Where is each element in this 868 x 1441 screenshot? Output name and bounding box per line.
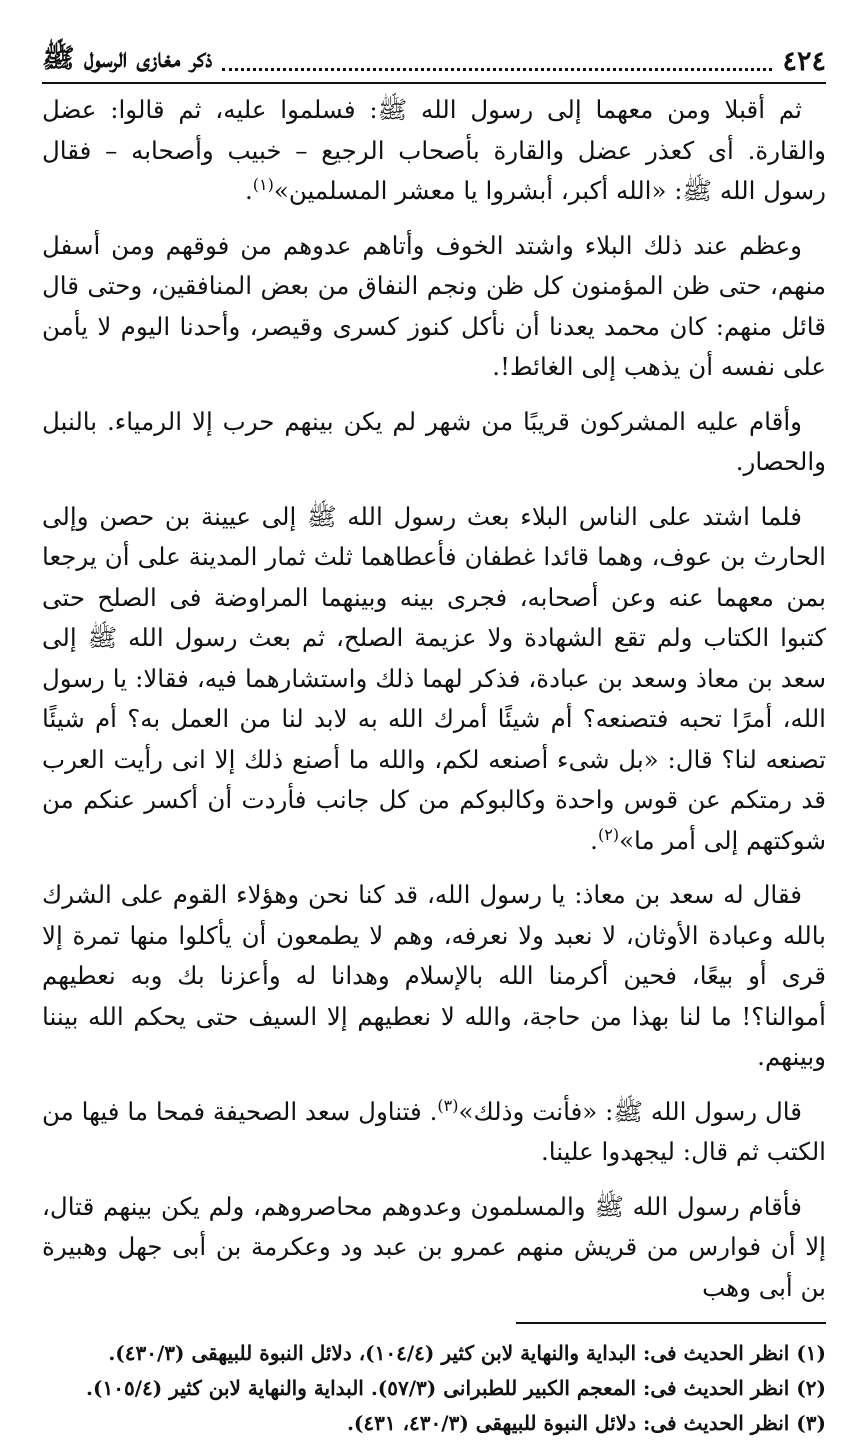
- footnotes: [42, 1336, 826, 1441]
- footnote-ref-1: (١): [252, 174, 274, 194]
- footnote-ref-3: (٣): [437, 1095, 459, 1115]
- footnote-ref-2: (٢): [597, 824, 620, 844]
- main-text: [42, 90, 826, 1308]
- page-number: ٤٢٤: [782, 45, 826, 77]
- paragraph-4: فلما اشتد على الناس البلاء بعث رسول الله ﷺ إلى عيينة بن حصن وإلى الحارث بن عوف، وهما قائدا غطفان فأعطاهما ثلث ثمار المدينة على أن يرجعا بمن معهما عنه وعن أصحابه، فجرى بينه وبينهما المراوضة فى الصلح حتى كتبوا الكتاب ولم تقع الشهادة ولا عزيمة الصلح، ثم بعث رسول الله ﷺ إلى سعد بن معاذ وسعد بن عبادة، فذكر لهما ذلك واستشارهما فيه، فقالا: يا رسول الله، أمرًا تحبه فتصنعه؟ أم شيئًا أمرك الله به لابد لنا من العمل به؟ أم شيئًا تصنعه لنا؟ قال: «بل شىء أصنعه لكم، والله ما أصنع ذلك إلا انى رأيت العرب قد رمتكم عن قوس واحدة وكالبوكم من كل جانب فأردت أن أكسر عنكم من شوكتهم إلى أمر ما»$^{(٢)}$.: [42, 501, 826, 855]
- footnote-divider: [516, 1322, 826, 1324]
- footnote-2: (٢) انظر الحديث فى: المعجم الكبير للطبرانى (٥٧/٣). البداية والنهاية لابن كثير (١٠٥/٤).: [86, 1376, 826, 1400]
- paragraph-7: فأقام رسول الله ﷺ والمسلمون وعدوهم محاصروهم، ولم يكن بينهم قتال، إلا أن فوارس من قريش منهم عمرو بن عبد ود وعكرمة بن أبى جهل وهبيرة بن أبى وهب: [42, 1191, 826, 1302]
- paragraph-2: وعظم عند ذلك البلاء واشتد الخوف وأتاهم عدوهم من فوقهم ومن أسفل منهم، حتى ظن المؤمنون كل ظن ونجم النفاق من بعض المنافقين، وحتى قال قائل منهم: كان محمد يعدنا أن نأكل كنوز كسرى وقيصر، وأحدنا اليوم لا يأمن على نفسه أن يذهب إلى الغائط!.: [42, 230, 826, 381]
- paragraph-5: فقال له سعد بن معاذ: يا رسول الله، قد كنا نحن وهؤلاء القوم على الشرك بالله وعبادة الأوثان، لا نعبد ولا نعرفه، وهم لا يطمعون أن يأكلوا منها تمرة إلا قرى أو بيعًا، فحين أكرمنا الله بالإسلام وهدانا له وأعزنا بك وبه نعطيهم أموالنا؟! ما لنا بهذا من حاجة، والله لا نعطيهم إلا السيف حتى يحكم الله بيننا وبينهم.: [42, 880, 826, 1071]
- footnote-1: (١) انظر الحديث فى: البداية والنهاية لابن كثير (١٠٤/٤)، دلائل النبوة للبيهقى (٤٣٠/٣).: [108, 1341, 826, 1365]
- leader-dots: [222, 52, 772, 71]
- paragraph-3: وأقام عليه المشركون قريبًا من شهر لم يكن بينهم حرب إلا الرمياء. بالنبل والحصار.: [42, 406, 826, 476]
- paragraph-1: ثم أقبلا ومن معهما إلى رسول الله ﷺ: فسلموا عليه، ثم قالوا: عضل والقارة. أى كعذر عضل والقارة بأصحاب الرجيع – خبيب وأصحابه – فقال رسول الله ﷺ: «الله أكبر، أبشروا يا معشر المسلمين»$^{(١)}$.: [42, 95, 826, 205]
- page-header: [42, 40, 826, 84]
- footnote-3: (٣) انظر الحديث فى: دلائل النبوة للبيهقى (٤٣٠/٣، ٤٣١).: [346, 1411, 826, 1435]
- running-title: ذكر مغازى الرسول ﷺ: [42, 43, 213, 74]
- paragraph-6: قال رسول الله ﷺ: «فأنت وذلك»$^{(٣)}$. فتناول سعد الصحيفة فمحا ما فيها من الكتب ثم قال: ليجهدوا علينا.: [42, 1095, 826, 1166]
